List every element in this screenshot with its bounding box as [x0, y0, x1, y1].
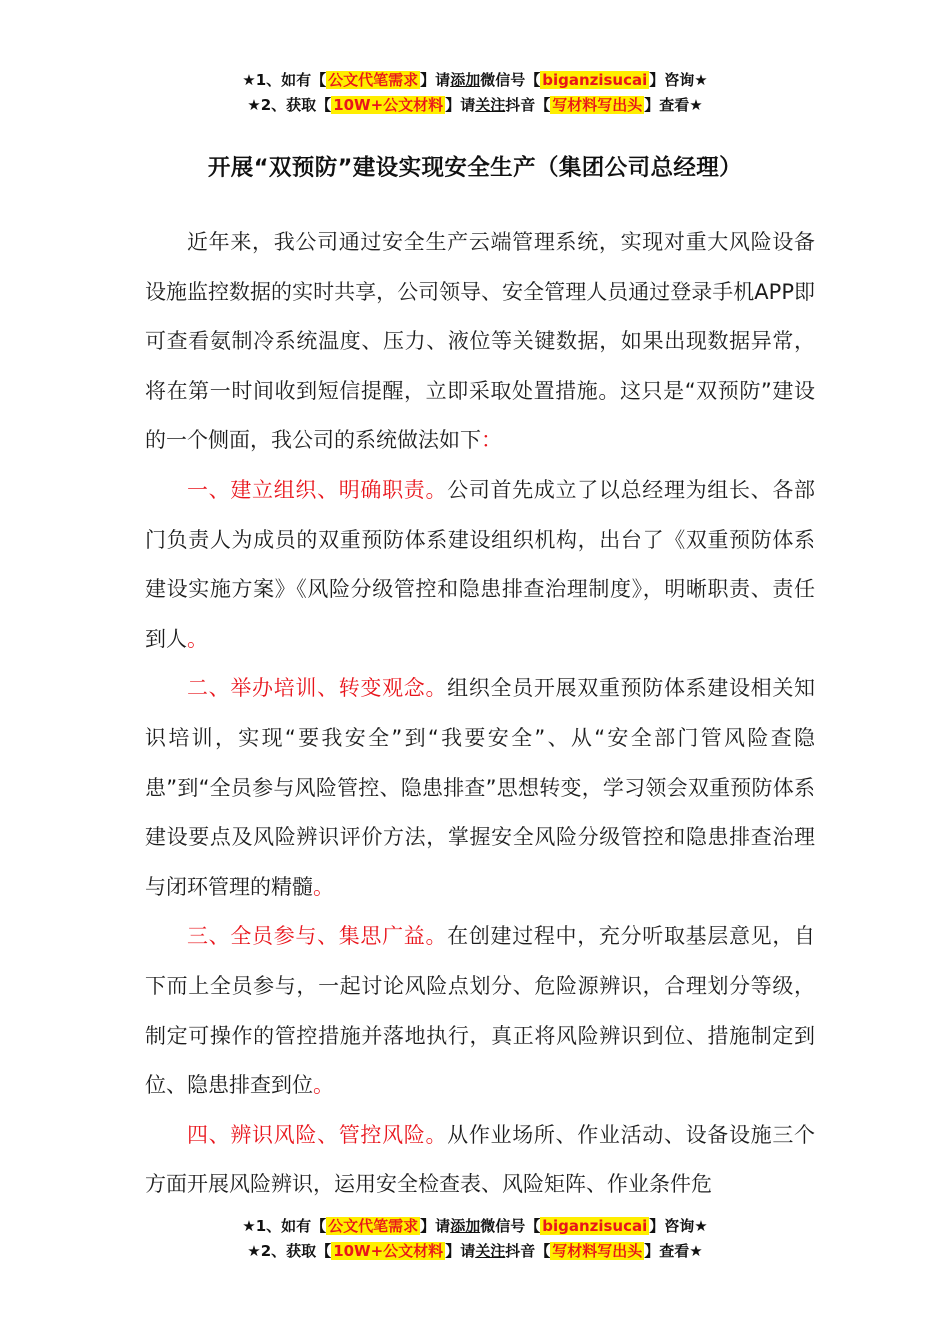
banner-text: ★2、获取【	[247, 96, 332, 114]
banner-text: 】咨询★	[649, 71, 708, 89]
banner-douyin-id: 写材料写出头	[552, 96, 643, 114]
paragraph-text: 在创建过程中，充分听取基层意见，自下而上全员参与，一起讨论风险点划分、危险源辨识，合理划分等级，制定可操作的管控措施并落地执行，真正将风险辨识到位、措施制定到位、隐患排查到位	[145, 924, 816, 1098]
section-heading: 三、全员参与、集思广益。	[187, 924, 448, 949]
banner-line-2	[0, 1239, 950, 1264]
banner-underlined-text: 添加	[450, 71, 481, 89]
section-heading: 一、建立组织、明确职责。	[187, 477, 448, 502]
paragraph-text: 公司首先成立了以总经理为组长、各部门负责人为成员的双重预防体系建设组织机构，出台了《双重预防体系建设实施方案》《风险分级管控和隐患排查治理制度》，明晰职责、责任到人	[145, 477, 816, 651]
banner-douyin-id: 写材料写出头	[552, 1242, 643, 1260]
section-paragraph	[145, 912, 815, 1110]
banner-text: 】请	[420, 1217, 451, 1235]
paragraph-end-mark: 。	[313, 874, 334, 899]
banner-text: 】请	[445, 96, 476, 114]
section-paragraph	[145, 466, 815, 664]
banner-text: ★1、如有【	[242, 71, 327, 89]
banner-text: 微信号【	[480, 1217, 541, 1235]
section-heading: 四、辨识风险、管控风险。	[187, 1122, 448, 1147]
banner-highlight: 公文代笔需求	[328, 71, 419, 89]
banner-text: 】请	[420, 71, 451, 89]
banner-text: 抖音【	[505, 1242, 551, 1260]
banner-wechat-id: biganzisucai	[542, 1217, 648, 1235]
banner-highlight: 10W+公文材料	[333, 96, 444, 114]
banner-line-1	[0, 1214, 950, 1239]
paragraph-end-mark: 。	[313, 1073, 334, 1098]
paragraph-text: 从作业场所、作业活动、设备设施三个方面开展风险辨识，运用安全检查表、风险矩阵、作业条件危	[145, 1122, 816, 1197]
banner-highlight: 10W+公文材料	[333, 1242, 444, 1260]
paragraph-text: 近年来，我公司通过安全生产云端管理系统，实现对重大风险设备设施监控数据的实时共享，公司领导、安全管理人员通过登录手机APP即可查看氨制冷系统温度、压力、液位等关键数据，如果出现数据异常，将在第一时间收到短信提醒，立即采取处置措施。这只是“双预防”建设的一个侧面，我公司的系统做法如下	[145, 230, 815, 453]
banner-text: 微信号【	[480, 71, 541, 89]
document-title: 开展“双预防”建设实现安全生产（集团公司总经理）	[207, 155, 743, 181]
banner-text: 】请	[445, 1242, 476, 1260]
paragraph-end-mark: 。	[187, 626, 208, 651]
banner-text: 】查看★	[644, 96, 703, 114]
footer-banner	[0, 1214, 950, 1264]
section-paragraph	[145, 664, 815, 912]
banner-text: 抖音【	[505, 96, 551, 114]
banner-text: ★2、获取【	[247, 1242, 332, 1260]
section-heading: 二、举办培训、转变观念。	[187, 676, 448, 701]
banner-underlined-text: 添加	[450, 1217, 481, 1235]
paragraph-colon: ：	[481, 428, 502, 453]
intro-paragraph	[145, 218, 815, 466]
banner-line-1	[0, 68, 950, 93]
banner-line-2	[0, 93, 950, 118]
header-banner	[0, 68, 950, 118]
section-paragraph	[145, 1111, 815, 1210]
paragraph-text: 组织全员开展双重预防体系建设相关知识培训，实现“要我安全”到“我要安全”、从“安全部门管风险查隐患”到“全员参与风险管控、隐患排查”思想转变，学习领会双重预防体系建设要点及风险辨识评价方法，掌握安全风险分级管控和隐患排查治理与闭环管理的精髓	[145, 676, 816, 899]
banner-wechat-id: biganzisucai	[542, 71, 648, 89]
banner-text: 】查看★	[644, 1242, 703, 1260]
banner-underlined-text: 关注	[475, 1242, 506, 1260]
banner-highlight: 公文代笔需求	[328, 1217, 419, 1235]
banner-text: ★1、如有【	[242, 1217, 327, 1235]
banner-underlined-text: 关注	[475, 96, 506, 114]
banner-text: 】咨询★	[649, 1217, 708, 1235]
document-body	[145, 218, 815, 1210]
